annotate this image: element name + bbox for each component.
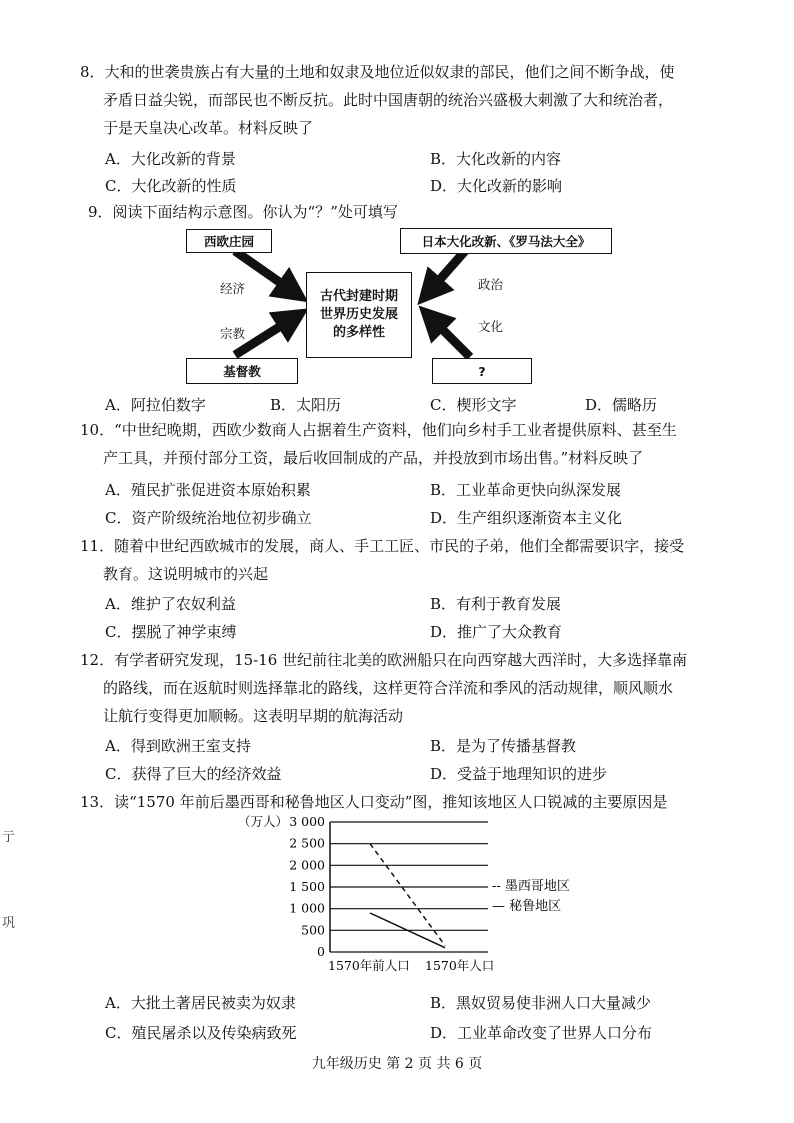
question-10-line-2: 产工具，并预付部分工资，最后收回制成的产品，并投放到市场出售。”材料反映了 [103, 449, 644, 467]
y-tick-label: 1 000 [289, 900, 325, 916]
q12-option-d: D．受益于地理知识的进步 [430, 765, 608, 783]
box-question-mark: ? [432, 358, 532, 384]
question-9-stem: 9．阅读下面结构示意图。你认为“？”处可填写 [88, 203, 398, 221]
q9-option-d: D．儒略历 [585, 396, 658, 414]
question-10-line-1: 10．“中世纪晚期，西欧少数商人占据着生产资料，他们向乡村手工业者提供原料、甚至生 [80, 421, 677, 439]
label-religion: 宗教 [220, 326, 246, 341]
q8-option-a: A．大化改新的背景 [105, 150, 236, 168]
y-tick-label: 2 500 [289, 835, 325, 851]
q9-option-b: B．太阳历 [270, 396, 342, 414]
page-footer: 九年级历史 第 2 页 共 6 页 [311, 1056, 483, 1072]
q10-option-a: A．殖民扩张促进资本原始积累 [105, 481, 311, 499]
box-taika-reform-roman-law: 日本大化改新、《罗马法大全》 [400, 228, 612, 254]
y-tick-label: 3 000 [289, 814, 325, 829]
label-culture: 文化 [478, 319, 504, 334]
legend-entry: -- 墨西哥地区 [492, 879, 570, 894]
q13-option-c: C．殖民屠杀以及传染病致死 [105, 1024, 297, 1042]
arrow-culture [430, 317, 470, 357]
y-axis-label: （万人） [238, 814, 289, 829]
question-12-line-1: 12．有学者研究发现，15-16 世纪前往北美的欧洲船只在向西穿越大西洋时，大多选择靠南 [80, 651, 688, 669]
q13-option-b: B．黑奴贸易使非洲人口大量减少 [430, 994, 652, 1012]
q11-option-c: C．摆脱了神学束缚 [105, 623, 237, 641]
question-13-stem: 13．读“1570 年前后墨西哥和秘鲁地区人口变动”图，推知该地区人口锐减的主要原因是 [80, 793, 668, 811]
label-politics: 政治 [478, 277, 504, 292]
question-12-line-2: 的路线，而在返航时则选择靠北的路线，这样更符合洋流和季风的活动规律，顺风顺水 [103, 679, 674, 697]
question-12-line-3: 让航行变得更加顺畅。这表明早期的航海活动 [103, 707, 404, 725]
q11-option-a: A．维护了农奴利益 [105, 595, 236, 613]
q9-option-c: C．楔形文字 [430, 396, 517, 414]
q12-option-c: C．获得了巨大的经济效益 [105, 765, 282, 783]
x-tick-label: 1570年人口 [425, 958, 495, 973]
population-chart [230, 812, 600, 980]
q12-option-a: A．得到欧洲王室支持 [105, 737, 251, 755]
q10-option-c: C．资产阶级统治地位初步确立 [105, 509, 312, 527]
y-tick-label: 2 000 [289, 857, 325, 873]
y-tick-label: 500 [301, 922, 325, 938]
q8-option-b: B．大化改新的内容 [430, 150, 562, 168]
legend-entry: — 秘鲁地区 [492, 899, 562, 914]
margin-mark: 巩 [2, 916, 16, 931]
box-western-manor: 西欧庄园 [186, 229, 272, 253]
box-christianity: 基督教 [186, 358, 298, 384]
question-11-line-2: 教育。这说明城市的兴起 [103, 565, 269, 583]
y-tick-label: 1 500 [289, 879, 325, 894]
label-economy: 经济 [220, 281, 246, 296]
q8-option-c: C．大化改新的性质 [105, 177, 237, 195]
q11-option-b: B．有利于教育发展 [430, 595, 562, 613]
x-tick-label: 1570年前人口 [328, 958, 410, 973]
question-8-line-2: 矛盾日益尖锐，而部民也不断反抗。此时中国唐朝的统治兴盛极大刺激了大和统治者， [103, 91, 674, 109]
question-8-line-1: 8．大和的世袭贵族占有大量的土地和奴隶及地位近似奴隶的部民，他们之间不断争战，使 [80, 63, 675, 81]
q10-option-d: D．生产组织逐渐资本主义化 [430, 509, 623, 527]
arrow-politics [428, 251, 465, 293]
q10-option-b: B．工业革命更快向纵深发展 [430, 481, 622, 499]
q11-option-d: D．推广了大众教育 [430, 623, 563, 641]
q8-option-d: D．大化改新的影响 [430, 177, 563, 195]
q13-option-d: D．工业革命改变了世界人口分布 [430, 1024, 653, 1042]
box-center-diversity: 古代封建时期 世界历史发展 的多样性 [306, 272, 412, 358]
margin-mark: 亍 [2, 830, 16, 845]
question-11-line-1: 11．随着中世纪西欧城市的发展，商人、手工工匠、市民的子弟，他们全都需要识字，接受 [80, 537, 685, 555]
q9-option-a: A．阿拉伯数字 [105, 396, 206, 414]
y-tick-label: 0 [317, 944, 325, 959]
q12-option-b: B．是为了传播基督教 [430, 737, 577, 755]
q13-option-a: A．大批土著居民被卖为奴隶 [105, 994, 296, 1012]
question-8-line-3: 于是天皇决心改革。材料反映了 [103, 119, 314, 137]
